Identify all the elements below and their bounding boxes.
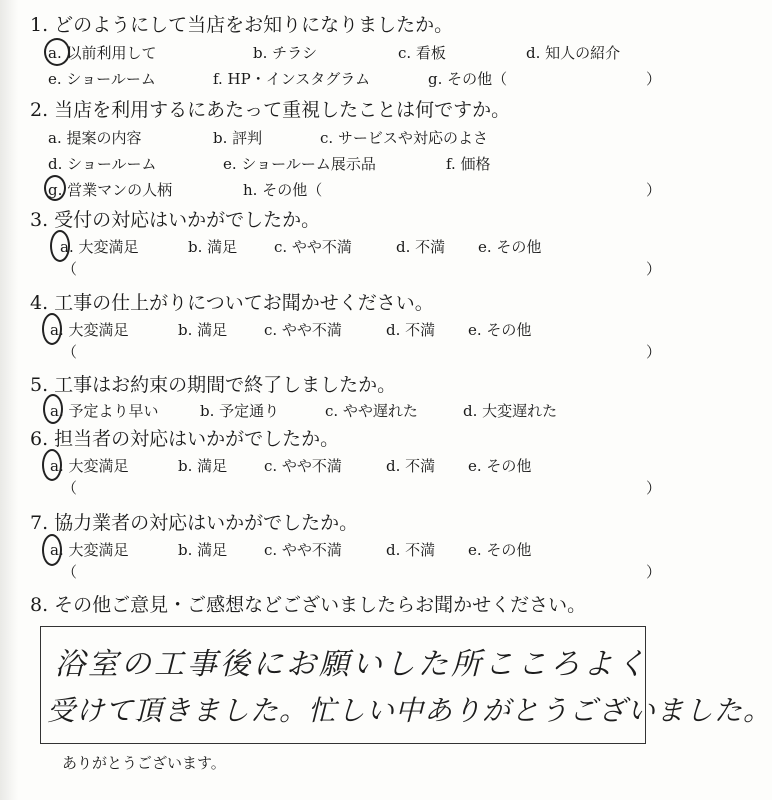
q7-paren-open: （ xyxy=(62,563,78,581)
q1-option-a[interactable]: a. 以前利用して xyxy=(48,44,157,62)
q2-answer-circle xyxy=(44,175,66,201)
q4-option-c[interactable]: c. やや不満 xyxy=(264,321,342,339)
q2-option-g[interactable]: g. 営業マンの人柄 xyxy=(48,181,173,199)
q3-option-a[interactable]: a. 大変満足 xyxy=(60,238,139,256)
q1-option-g[interactable]: g. その他（ xyxy=(428,70,508,88)
question-1-title: 1. どのようにして当店をお知りになりましたか。 xyxy=(30,14,454,36)
q2-paren-close: ） xyxy=(646,181,662,199)
q2-option-d[interactable]: d. ショールーム xyxy=(48,155,157,173)
q6-option-c[interactable]: c. やや不満 xyxy=(264,457,342,475)
q3-option-d[interactable]: d. 不満 xyxy=(396,238,446,256)
q3-answer-circle xyxy=(50,230,70,262)
question-8-title: 8. その他ご意見・ご感想などございましたらお聞かせください。 xyxy=(30,594,587,616)
q5-answer-circle xyxy=(43,394,63,424)
question-7-title: 7. 協力業者の対応はいかがでしたか。 xyxy=(30,512,359,534)
q6-answer-circle xyxy=(42,449,62,481)
q3-option-c[interactable]: c. やや不満 xyxy=(274,238,352,256)
q7-option-a[interactable]: a. 大変満足 xyxy=(50,541,129,559)
q2-option-h[interactable]: h. その他（ xyxy=(243,181,323,199)
question-2-title: 2. 当店を利用するにあたって重視したことは何ですか。 xyxy=(30,99,511,121)
q6-option-b[interactable]: b. 満足 xyxy=(178,457,228,475)
comment-line-2: 受けて頂きました。忙しい中ありがとうございました。 xyxy=(47,694,772,727)
q1-option-f[interactable]: f. HP・インスタグラム xyxy=(213,70,371,88)
q2-option-e[interactable]: e. ショールーム展示品 xyxy=(223,155,376,173)
q6-option-d[interactable]: d. 不満 xyxy=(386,457,436,475)
q6-option-a[interactable]: a. 大変満足 xyxy=(50,457,129,475)
q3-paren-close: ） xyxy=(646,260,662,278)
q7-answer-circle xyxy=(42,534,62,566)
q2-option-a[interactable]: a. 提案の内容 xyxy=(48,129,142,147)
q5-option-c[interactable]: c. やや遅れた xyxy=(325,402,418,420)
question-4-title: 4. 工事の仕上がりについてお聞かせください。 xyxy=(30,292,434,314)
q7-option-e[interactable]: e. その他 xyxy=(468,541,532,559)
q1-paren-close: ） xyxy=(646,70,662,88)
q1-option-c[interactable]: c. 看板 xyxy=(398,44,446,62)
q6-option-e[interactable]: e. その他 xyxy=(468,457,532,475)
q4-paren-close: ） xyxy=(646,343,662,361)
q4-option-b[interactable]: b. 満足 xyxy=(178,321,228,339)
q6-paren-close: ） xyxy=(646,479,662,497)
q2-option-c[interactable]: c. サービスや対応のよさ xyxy=(320,129,488,147)
question-5-title: 5. 工事はお約束の期間で終了しましたか。 xyxy=(30,374,397,396)
q7-option-d[interactable]: d. 不満 xyxy=(386,541,436,559)
q7-paren-close: ） xyxy=(646,563,662,581)
q2-option-f[interactable]: f. 価格 xyxy=(446,155,491,173)
q3-option-e[interactable]: e. その他 xyxy=(478,238,542,256)
q5-option-a[interactable]: a. 予定より早い xyxy=(50,402,159,420)
q7-option-b[interactable]: b. 満足 xyxy=(178,541,228,559)
question-6-title: 6. 担当者の対応はいかがでしたか。 xyxy=(30,428,340,450)
scan-edge-shadow xyxy=(0,0,18,800)
q4-option-a[interactable]: a. 大変満足 xyxy=(50,321,129,339)
q5-option-d[interactable]: d. 大変遅れた xyxy=(463,402,558,420)
q4-option-d[interactable]: d. 不満 xyxy=(386,321,436,339)
q4-paren-open: （ xyxy=(62,343,78,361)
q6-paren-open: （ xyxy=(62,479,78,497)
comment-line-1: 浴室の工事後にお願いした所こころよく xyxy=(55,647,649,682)
comment-box xyxy=(40,626,772,744)
q1-option-e[interactable]: e. ショールーム xyxy=(48,70,156,88)
footer-thanks: ありがとうございます。 xyxy=(62,754,226,772)
q1-answer-circle xyxy=(44,38,70,66)
q3-paren-open: （ xyxy=(62,260,78,278)
q7-option-c[interactable]: c. やや不満 xyxy=(264,541,342,559)
q5-option-b[interactable]: b. 予定通り xyxy=(200,402,280,420)
q2-option-b[interactable]: b. 評判 xyxy=(213,129,263,147)
q1-option-b[interactable]: b. チラシ xyxy=(253,44,318,62)
question-3-title: 3. 受付の対応はいかがでしたか。 xyxy=(30,209,321,231)
q4-answer-circle xyxy=(42,313,62,345)
q4-option-e[interactable]: e. その他 xyxy=(468,321,532,339)
q1-option-d[interactable]: d. 知人の紹介 xyxy=(526,44,621,62)
q3-option-b[interactable]: b. 満足 xyxy=(188,238,238,256)
